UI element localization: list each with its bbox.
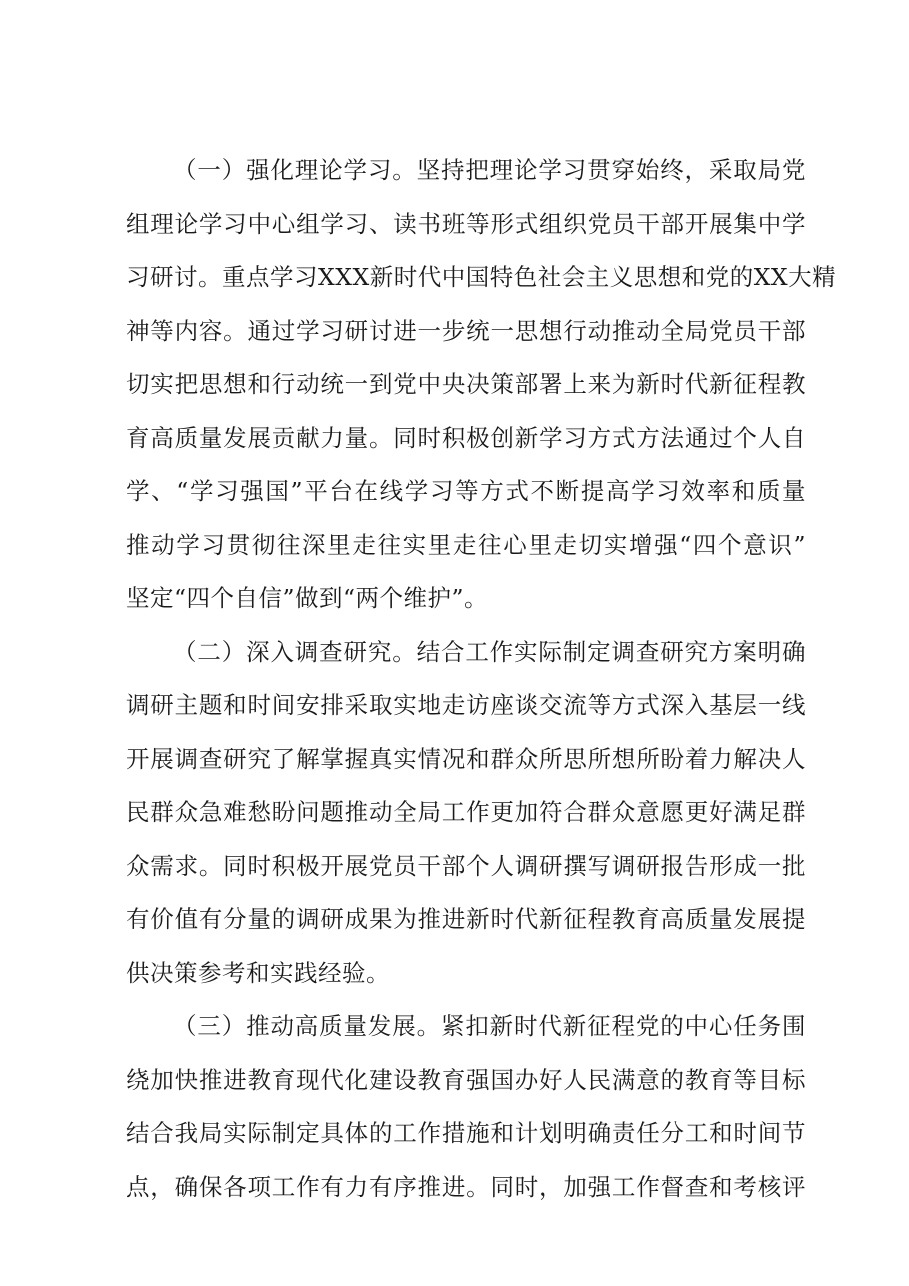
paragraph-study [126,144,837,626]
text-line: 神等内容。通过学习研讨进一步统一思想行动推动全局党员干部 [126,316,806,345]
text-line: （一）强化理论学习。坚持把理论学习贯穿始终，采取局党 [173,156,806,184]
text-line: 组理论学习中心组学习、读书班等形式组织党员干部开展集中学 [126,209,806,238]
text-line: 有价值有分量的调研成果为推进新时代新征程教育高质量发展提 [126,905,806,933]
text-line: 习研讨。重点学习XXX新时代中国特色社会主义思想和党的XX大精 [126,263,837,291]
paragraph-research [126,626,806,1001]
text-line: 点，确保各项工作有力有序推进。同时，加强工作督查和考核评 [126,1172,806,1201]
text-line: 切实把思想和行动统一到党中央决策部署上来为新时代新征程教 [126,370,806,398]
text-line: （三）推动高质量发展。紧扣新时代新征程党的中心任务围 [173,1012,806,1040]
text-line: 供决策参考和实践经验。 [126,958,390,987]
text-line: 民群众急难愁盼问题推动全局工作更加符合群众意愿更好满足群 [126,798,806,826]
text-line: 调研主题和时间安排采取实地走访座谈交流等方式深入基层一线 [126,691,806,719]
text-line: 开展调查研究了解掌握真实情况和群众所思所想所盼着力解决人 [126,744,806,773]
text-line: 结合我局实际制定具体的工作措施和计划明确责任分工和时间节 [126,1119,806,1147]
text-line: 育高质量发展贡献力量。同时积极创新学习方式方法通过个人自 [126,423,806,452]
text-line: 学、“学习强国”平台在线学习等方式不断提高学习效率和质量 [126,477,806,505]
paragraph-development [126,1000,806,1214]
document-body [126,144,837,1214]
text-line: 推动学习贯彻往深里走往实里走往心里走切实增强“四个意识” [126,530,806,559]
text-line: 绕加快推进教育现代化建设教育强国办好人民满意的教育等目标 [126,1065,806,1094]
text-line: （二）深入调查研究。结合工作实际制定调查研究方案明确 [173,637,806,666]
text-line: 众需求。同时积极开展党员干部个人调研撰写调研报告形成一批 [126,851,806,880]
text-line: 坚定“四个自信”做到“两个维护”。 [126,584,489,612]
